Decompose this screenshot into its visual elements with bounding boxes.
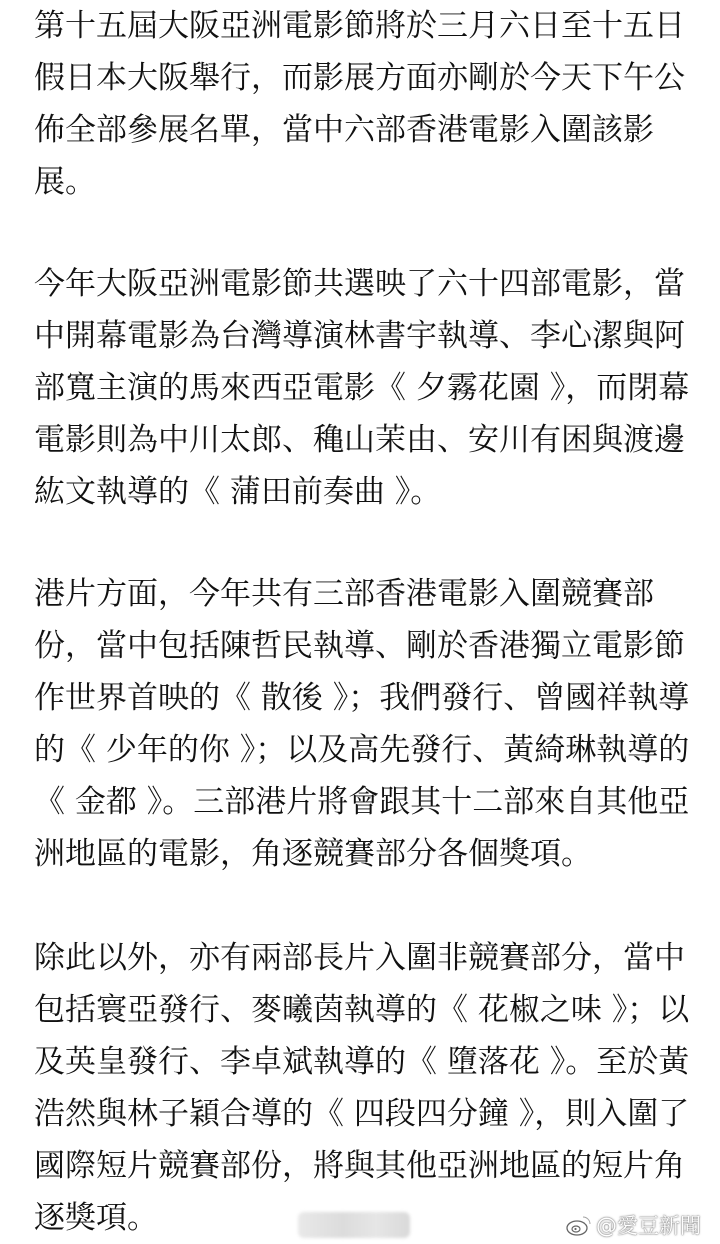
paragraph-line: 洲地區的電影，角逐競賽部分各個獎項。 bbox=[34, 836, 592, 872]
paragraph-line: 除此以外，亦有兩部長片入圍非競賽部分，當中 bbox=[34, 940, 685, 976]
paragraph-line: 的《 少年的你 》；以及高先發行、黃綺琳執導的 bbox=[34, 732, 690, 768]
paragraph-line: 今年大阪亞洲電影節共選映了六十四部電影，當 bbox=[34, 266, 685, 302]
paragraph-line: 份，當中包括陳哲民執導、剛於香港獨立電影節 bbox=[34, 628, 685, 664]
paragraph-line: 作世界首映的《 散後 》；我們發行、曾國祥執導 bbox=[34, 680, 690, 716]
paragraph-line: 中開幕電影為台灣導演林書宇執導、李心潔與阿 bbox=[34, 318, 685, 354]
paragraph-line: 及英皇發行、李卓斌執導的《 墮落花 》。至於黃 bbox=[34, 1044, 690, 1080]
paragraph-line: 港片方面，今年共有三部香港電影入圍競賽部 bbox=[34, 576, 654, 612]
blurred-region bbox=[298, 1212, 410, 1238]
paragraph-line: 佈全部參展名單，當中六部香港電影入圍該影 bbox=[34, 112, 654, 148]
paragraph-line: 包括寰亞發行、麥曦茵執導的《 花椒之味 》；以 bbox=[34, 992, 690, 1028]
paragraph-line: 紘文執導的《 蒲田前奏曲 》。 bbox=[34, 474, 442, 510]
paragraph-line: 《 金都 》。三部港片將會跟其十二部來自其他亞 bbox=[34, 784, 690, 820]
watermark bbox=[566, 1210, 701, 1240]
paragraph-line: 電影則為中川太郎、穐山茉由、安川有困與渡邊 bbox=[34, 422, 685, 458]
weibo-icon bbox=[566, 1214, 592, 1236]
watermark-text: @愛豆新聞 bbox=[596, 1214, 701, 1238]
paragraph-line: 假日本大阪舉行，而影展方面亦剛於今天下午公 bbox=[34, 60, 685, 96]
paragraph-line: 第十五屆大阪亞洲電影節將於三月六日至十五日 bbox=[34, 8, 685, 44]
paragraph-line: 展。 bbox=[34, 164, 96, 200]
paragraph-line: 逐獎項。 bbox=[34, 1200, 158, 1236]
paragraph-line: 浩然與林子穎合導的《 四段四分鐘 》，則入圍了 bbox=[34, 1096, 690, 1132]
paragraph-line: 部寬主演的馬來西亞電影《 夕霧花園 》，而閉幕 bbox=[34, 370, 690, 406]
paragraph-line: 國際短片競賽部份，將與其他亞洲地區的短片角 bbox=[34, 1148, 685, 1184]
